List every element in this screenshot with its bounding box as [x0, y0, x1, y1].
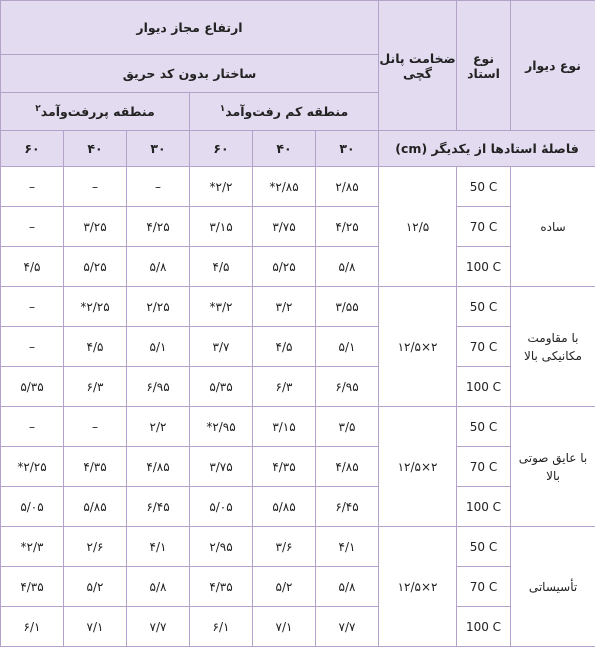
- value-cell: ۲/۶: [64, 527, 127, 567]
- zone-low-footnote-mark: ۱: [219, 103, 226, 114]
- value-cell: ۴/۳۵: [1, 567, 64, 607]
- stud-cell: 70 C: [457, 327, 511, 367]
- value-cell: ۳/۵۵: [316, 287, 379, 327]
- value-cell: ۵/۸: [127, 247, 190, 287]
- value-cell: ۲/۳*: [1, 527, 64, 567]
- table-row: [1, 447, 595, 487]
- zone-high-label: منطقه پررفت‌وآمد: [40, 104, 155, 120]
- spacing-high-30: ۳۰: [127, 131, 190, 167]
- value-cell: ۶/۴۵: [127, 487, 190, 527]
- value-cell: ۵/۲: [64, 567, 127, 607]
- stud-cell: 70 C: [457, 447, 511, 487]
- table-row: [1, 567, 595, 607]
- header-spacing-label: فاصلهٔ استادها از یکدیگر (cm): [379, 131, 595, 167]
- value-cell: ۵/۲: [253, 567, 316, 607]
- value-cell: ۶/۹۵: [127, 367, 190, 407]
- value-cell: –: [1, 287, 64, 327]
- value-cell: ۶/۴۵: [316, 487, 379, 527]
- stud-cell: 100 C: [457, 367, 511, 407]
- value-cell: ۲/۲۵: [127, 287, 190, 327]
- value-cell: ۴/۸۵: [316, 447, 379, 487]
- spacing-low-40: ۴۰: [253, 131, 316, 167]
- value-cell: ۶/۱: [1, 607, 64, 647]
- value-cell: ۳/۱۵: [190, 207, 253, 247]
- table-row: [1, 167, 595, 207]
- value-cell: ۴/۵: [1, 247, 64, 287]
- stud-cell: 70 C: [457, 207, 511, 247]
- value-cell: –: [1, 167, 64, 207]
- table-row: [1, 487, 595, 527]
- value-cell: ۵/۲۵: [253, 247, 316, 287]
- value-cell: ۳/۷۵: [253, 207, 316, 247]
- value-cell: ۵/۳۵: [1, 367, 64, 407]
- value-cell: –: [1, 407, 64, 447]
- table-row: [1, 247, 595, 287]
- thickness-cell: ۲×۱۲/۵: [379, 527, 457, 647]
- value-cell: ۶/۱: [190, 607, 253, 647]
- value-cell: –: [64, 167, 127, 207]
- value-cell: ۲/۲: [127, 407, 190, 447]
- value-cell: ۳/۲۵: [64, 207, 127, 247]
- header-structure: ساختار بدون کد حریق: [1, 55, 379, 93]
- header-wall-type: نوع دیوار: [511, 1, 595, 131]
- value-cell: ۵/۱: [127, 327, 190, 367]
- spacing-high-60: ۶۰: [1, 131, 64, 167]
- value-cell: ۷/۱: [64, 607, 127, 647]
- stud-cell: 100 C: [457, 487, 511, 527]
- header-stud-type: نوع استاد: [457, 1, 511, 131]
- value-cell: ۶/۳: [253, 367, 316, 407]
- value-cell: ۲/۹۵: [190, 527, 253, 567]
- wall-type-cell: تأسیساتی: [511, 527, 595, 647]
- value-cell: ۴/۵: [190, 247, 253, 287]
- value-cell: ۳/۵: [316, 407, 379, 447]
- value-cell: ۵/۸۵: [64, 487, 127, 527]
- table-row: [1, 407, 595, 447]
- value-cell: ۳/۲: [253, 287, 316, 327]
- value-cell: ۳/۷۵: [190, 447, 253, 487]
- value-cell: ۴/۱: [127, 527, 190, 567]
- header-board-thickness: ضخامت پانل گچی: [379, 1, 457, 131]
- value-cell: ۷/۱: [253, 607, 316, 647]
- value-cell: ۵/۱: [316, 327, 379, 367]
- zone-low-label: منطقه کم رفت‌وآمد: [225, 104, 349, 120]
- stud-cell: 50 C: [457, 407, 511, 447]
- value-cell: ۴/۳۵: [64, 447, 127, 487]
- value-cell: ۳/۷: [190, 327, 253, 367]
- value-cell: ۵/۰۵: [190, 487, 253, 527]
- value-cell: –: [1, 327, 64, 367]
- table-row: [1, 607, 595, 647]
- value-cell: ۴/۱: [316, 527, 379, 567]
- value-cell: ۴/۵: [64, 327, 127, 367]
- value-cell: ۷/۷: [127, 607, 190, 647]
- value-cell: –: [127, 167, 190, 207]
- value-cell: ۴/۵: [253, 327, 316, 367]
- header-zone-high: [1, 93, 190, 131]
- stud-cell: 70 C: [457, 567, 511, 607]
- value-cell: ۶/۳: [64, 367, 127, 407]
- value-cell: ۲/۲۵*: [64, 287, 127, 327]
- value-cell: ۵/۸: [127, 567, 190, 607]
- value-cell: ۵/۲۵: [64, 247, 127, 287]
- value-cell: ۲/۲*: [190, 167, 253, 207]
- table-row: [1, 327, 595, 367]
- value-cell: ۴/۲۵: [127, 207, 190, 247]
- value-cell: ۵/۸: [316, 247, 379, 287]
- value-cell: –: [1, 207, 64, 247]
- stud-cell: 50 C: [457, 287, 511, 327]
- thickness-cell: ۲×۱۲/۵: [379, 287, 457, 407]
- value-cell: ۲/۲۵*: [1, 447, 64, 487]
- value-cell: ۵/۳۵: [190, 367, 253, 407]
- value-cell: ۳/۶: [253, 527, 316, 567]
- table-row: [1, 367, 595, 407]
- stud-cell: 100 C: [457, 607, 511, 647]
- spacing-high-40: ۴۰: [64, 131, 127, 167]
- value-cell: ۴/۳۵: [253, 447, 316, 487]
- value-cell: ۵/۸۵: [253, 487, 316, 527]
- thickness-cell: ۱۲/۵: [379, 167, 457, 287]
- value-cell: ۴/۳۵: [190, 567, 253, 607]
- header-max-height: ارتفاع مجاز دیوار: [1, 1, 379, 55]
- value-cell: –: [64, 407, 127, 447]
- value-cell: ۲/۸۵: [316, 167, 379, 207]
- value-cell: ۲/۹۵*: [190, 407, 253, 447]
- value-cell: ۴/۸۵: [127, 447, 190, 487]
- value-cell: ۷/۷: [316, 607, 379, 647]
- stud-cell: 100 C: [457, 247, 511, 287]
- value-cell: ۴/۲۵: [316, 207, 379, 247]
- spacing-low-60: ۶۰: [190, 131, 253, 167]
- stud-cell: 50 C: [457, 527, 511, 567]
- stud-cell: 50 C: [457, 167, 511, 207]
- value-cell: ۵/۸: [316, 567, 379, 607]
- wall-type-cell: با عایق صوتی بالا: [511, 407, 595, 527]
- zone-high-footnote-mark: ۲: [35, 103, 41, 114]
- thickness-cell: ۲×۱۲/۵: [379, 407, 457, 527]
- value-cell: ۳/۲*: [190, 287, 253, 327]
- table-row: [1, 527, 595, 567]
- wall-type-cell: ساده: [511, 167, 595, 287]
- value-cell: ۵/۰۵: [1, 487, 64, 527]
- spacing-low-30: ۳۰: [316, 131, 379, 167]
- table-row: [1, 287, 595, 327]
- value-cell: ۳/۱۵: [253, 407, 316, 447]
- value-cell: ۶/۹۵: [316, 367, 379, 407]
- header-zone-low: [190, 93, 379, 131]
- table-row: [1, 207, 595, 247]
- wall-type-cell: با مقاومت مکانیکی بالا: [511, 287, 595, 407]
- value-cell: ۲/۸۵*: [253, 167, 316, 207]
